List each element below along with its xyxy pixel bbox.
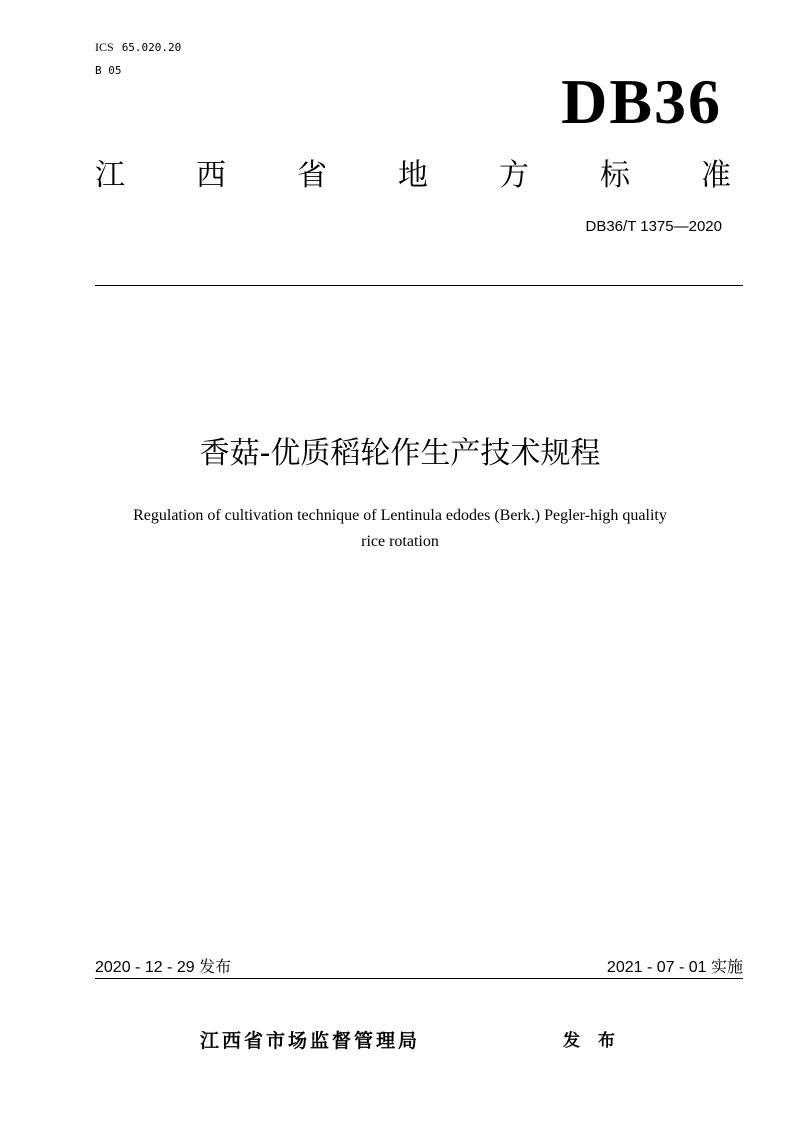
title-english-line: Regulation of cultivation technique of Lentinula edodes (Berk.) Pegler-high quality — [133, 507, 667, 524]
standard-type-char: 江 — [95, 158, 125, 193]
footer-divider — [95, 978, 743, 979]
issuing-authority: 江西省市场监督管理局 — [200, 1030, 421, 1052]
header-divider — [95, 285, 743, 286]
standard-type-char: 方 — [499, 158, 529, 193]
title-english — [60, 503, 740, 555]
standard-type-char: 标 — [600, 158, 630, 193]
issue-date: 2020 - 12 - 29 发布 — [95, 959, 232, 976]
standard-type-char: 准 — [701, 158, 731, 193]
title-chinese: 香菇-优质稻轮作生产技术规程 — [199, 436, 601, 471]
implementation-date: 2021 - 07 - 01 实施 — [606, 959, 743, 976]
standard-type-char: 地 — [398, 158, 428, 193]
issue-word: 发 布 — [563, 1031, 621, 1051]
ics-classification — [95, 40, 181, 55]
standard-mark: DB36 — [561, 66, 722, 137]
standard-type-char: 西 — [196, 158, 226, 193]
standard-type — [95, 156, 731, 196]
ccs-code: B 05 — [95, 64, 122, 77]
standard-number: DB36/T 1375—2020 — [585, 218, 722, 235]
ics-code: 65.020.20 — [121, 41, 182, 54]
title-english-line: rice rotation — [361, 533, 439, 550]
standard-type-char: 省 — [297, 158, 327, 193]
ics-label: ICS — [95, 40, 114, 54]
